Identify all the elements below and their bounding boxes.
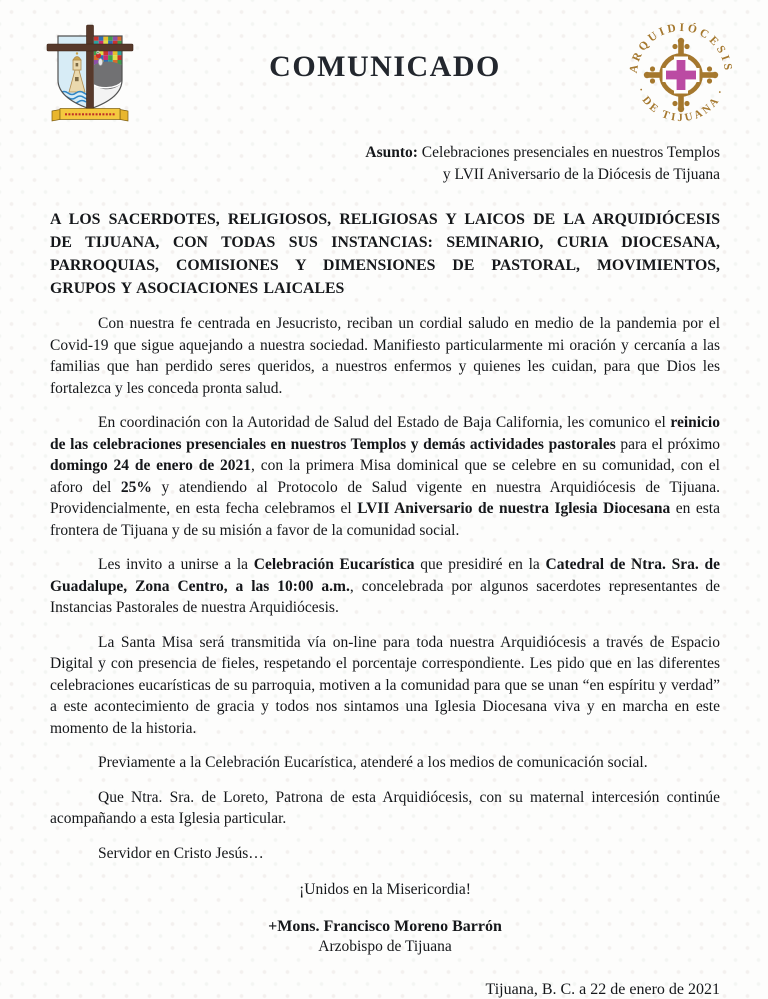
subject-line-1-text: Celebraciones presenciales en nuestros Templos: [417, 144, 720, 161]
paragraph-invitacion-eucaristia: Les invito a unirse a la Celebración Eucarística que presidiré en la Catedral de Ntra. Sra. de Guadalupe, Zona Centro, a las 10:00 a.m., concelebrada por algunos sacerdotes representantes de Instancias Pastorales de nuestra Arquidiócesis.: [50, 556, 720, 616]
letterhead: [50, 0, 735, 134]
seal-text-bottom: · DE TIJUANA ·: [634, 85, 728, 125]
banner-ribbon: [52, 109, 128, 122]
paragraph-medios-comunicacion: Previamente a la Celebración Eucarística, atenderé a los medios de comunicación social.: [98, 754, 648, 771]
closing-servidor: Servidor en Cristo Jesús…: [98, 844, 264, 862]
diocese-coat-of-arms-icon: [40, 22, 140, 129]
paragraph-saludo-pandemia: Con nuestra fe centrada en Jesucristo, reciban un cordial saludo en medio de la pandemia por el Covid-19 que sigue aquejando a nuestra sociedad. Manifiesto particularmente mi oración y cercanía a las familias que han perdido seres queridos, a nuestros enfermos y quienes les cuidan, para que Dios les fortalezca y les conceda pronta salud.: [50, 315, 720, 397]
date-line: Tijuana, B. C. a 22 de enero de 2021: [485, 981, 720, 998]
archdiocese-seal-icon: [624, 18, 738, 132]
subject-line-2: y LVII Aniversario de la Diócesis de Tijuana: [442, 166, 720, 183]
paragraph-transmision-online: La Santa Misa será transmitida vía on-line para toda nuestra Arquidiócesis a través de Espacio Digital y con presencia de fieles, respetando el porcentaje correspondiente. Les pido que en las diferentes celebraciones eucarísticas de su parroquia, motiven a la comunidad para que se unan “en espíritu y verdad” a este acontecimiento de gracia y todos nos sintamos una Iglesia Diocesana viva y en marcha en este momento de la historia.: [50, 633, 720, 737]
signature-name: +Mons. Francisco Moreno Barrón: [268, 918, 502, 935]
page-title: COMUNICADO: [269, 50, 501, 83]
signature-title: Arzobispo de Tijuana: [318, 938, 452, 955]
subject-label: Asunto:: [365, 144, 418, 161]
paragraph-ntra-sra-loreto: Que Ntra. Sra. de Loreto, Patrona de esta Arquidiócesis, con su maternal intercesión continúe acompañando a esta Iglesia particular.: [50, 788, 720, 827]
closing-motto: ¡Unidos en la Misericordia!: [299, 881, 471, 898]
seal-text-top: ARQUIDIÓCESIS: [627, 21, 735, 74]
subject-block: [50, 142, 720, 186]
addressee-paragraph: A LOS SACERDOTES, RELIGIOSOS, RELIGIOSAS Y LAICOS DE LA ARQUIDIÓCESIS DE TIJUANA, CON TODAS SUS INSTANCIAS: SEMINARIO, CURIA DIOCESANA, PARROQUIAS, COMISIONES Y DIMENSIONES DE PASTORAL, MOVIMIENTOS, GRUPOS Y ASOCIACIONES LAICALES: [50, 211, 720, 297]
subject-line-1: [50, 142, 720, 164]
paragraph-reinicio-celebraciones: En coordinación con la Autoridad de Salud del Estado de Baja California, les comunico el reinicio de las celebraciones presenciales en nuestros Templos y demás actividades pastorales para el próximo domingo 24 de enero de 2021, con la primera Misa dominical que se celebre en su comunidad, con el aforo del 25% y atendiendo al Protocolo de Salud vigente en nuestra Arquidiócesis de Tijuana. Providencialmente, en esta fecha celebramos el LVII Aniversario de nuestra Iglesia Diocesana en esta frontera de Tijuana y de su misión a favor de la comunidad social.: [50, 414, 721, 539]
